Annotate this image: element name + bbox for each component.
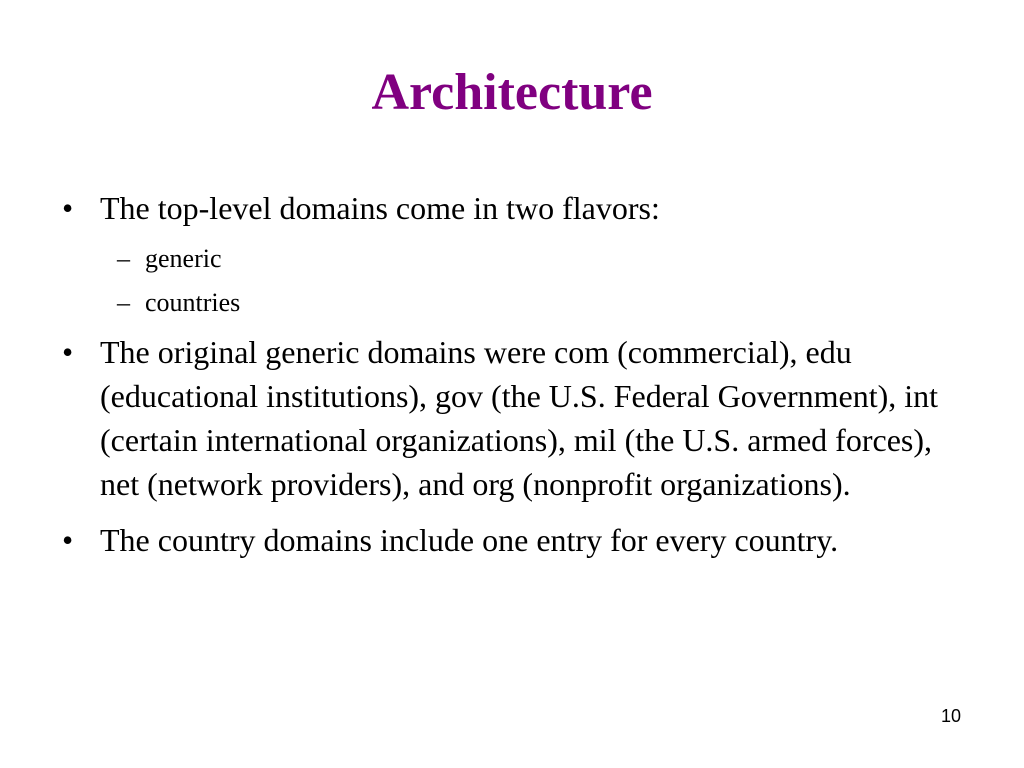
sub-bullet-item [60, 286, 965, 319]
bullet-icon: • [62, 522, 74, 558]
dash-icon: – [117, 288, 130, 317]
bullet-item [60, 518, 965, 562]
sub-bullet-item [60, 242, 965, 275]
bullet-text: The original generic domains were com (commercial), edu (educational institutions), gov (the U.S. Federal Government), int (certain international organizations), mil (the U.S. armed forces), net (network providers), and org (nonprofit organizations). [100, 334, 939, 502]
sub-bullet-text: generic [145, 244, 222, 273]
slide-title: Architecture [371, 64, 653, 121]
bullet-icon: • [62, 334, 74, 370]
slide-body [60, 186, 965, 574]
bullet-text: The country domains include one entry for every country. [100, 522, 839, 558]
sub-bullet-text: countries [145, 288, 241, 317]
bullet-text: The top-level domains come in two flavors: [100, 190, 660, 226]
bullet-item [60, 330, 965, 506]
bullet-item [60, 186, 965, 230]
page-number: 10 [940, 706, 961, 726]
dash-icon: – [117, 244, 130, 273]
bullet-icon: • [62, 190, 74, 226]
